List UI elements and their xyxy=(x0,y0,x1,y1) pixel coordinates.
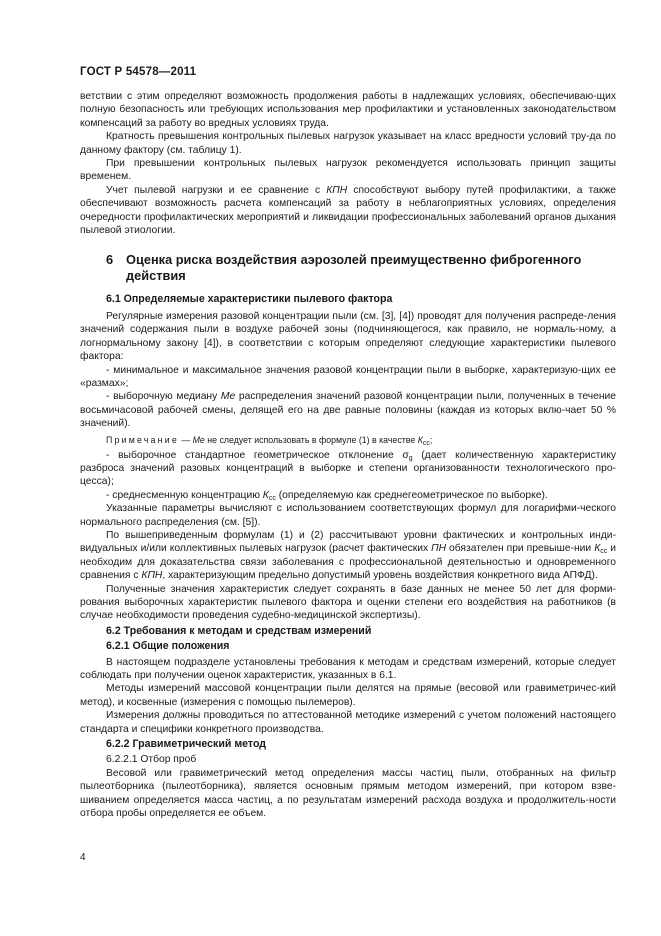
paragraph-requirements: В настоящем подразделе установлены требования к методам и средствам измерений, которые следует соблюдать при получении оценок характеристик, указанных в 6.1. xyxy=(80,656,616,682)
section-6-1-heading: 6.1 Определяемые характеристики пылевого фактора xyxy=(106,293,393,306)
list-item-min-max: - минимальное и максимальное значения разовой концентрации пыли в выборке, характеризую-щих ее «размах»; xyxy=(80,364,616,389)
paragraph-parameters: Указанные параметры вычисляют с использованием соответствующих формул для логарифми-ческого нормального распределения (см. [5]). xyxy=(80,503,616,528)
paragraph-continuation: ветствии с этим определяют возможность продолжения работы в надлежащих условиях, обеспечиваю-щих полную безопасность или требующих использования мер профилактики и установленных законодательством компенсаций за работу во вредных условиях труда. xyxy=(80,91,616,129)
standard-header: ГОСТ Р 54578—2011 xyxy=(80,66,197,78)
page-number: 4 xyxy=(80,852,86,863)
list-item-kcc: - среднесменную концентрацию $К_{сс}$ (определяемую как среднегеометрическое по выборке). xyxy=(106,489,548,502)
document-body xyxy=(80,90,616,821)
section-6-2-heading: 6.2 Требования к методам и средствам измерений xyxy=(106,624,372,637)
paragraph-storage: Полученные значения характеристик следует сохранять в базе данных не менее 50 лет для форми-рования выборочных характеристик пылевого фактора и оценки степени его воздействия на работников (в случае необходимости проведения судебно-медицинской экспертизы). xyxy=(80,583,616,622)
paragraph-gravimetric: Весовой или гравиметрический метод определения массы частиц пыли, отобранных на фильтр пылеотборника (пылеотборника), является основным прямым методом измерений, при котором взве-шиванием определяется масса частиц, а по результатам измерений расхода воздуха и продолжитель-ности отбора пробы определяется ее объем. xyxy=(80,767,616,820)
section-6-title: Оценка риска воздействия аэрозолей преимущественно фиброгенного действия xyxy=(126,252,582,284)
section-6-number: 6 xyxy=(106,252,114,268)
section-6-2-2-heading: 6.2.2 Гравиметрический метод xyxy=(106,738,267,751)
paragraph-ratio: Кратность превышения контрольных пылевых нагрузок указывает на класс вредности условий тру-да по данному фактору (см. таблицу 1). xyxy=(80,131,616,156)
note-label: Примечание xyxy=(106,434,179,445)
section-6-2-1-heading: 6.2.1 Общие положения xyxy=(106,640,230,653)
section-6-2-2-1-heading: 6.2.2.1 Отбор проб xyxy=(106,754,197,766)
note: Примечание — Ме не следует использовать в формуле (1) в качестве $К_{сс}$; xyxy=(106,434,433,447)
paragraph-time-protection: При превышении контрольных пылевых нагрузок рекомендуется использовать принцип защиты временем. xyxy=(80,158,616,183)
paragraph-dust-load: Учет пылевой нагрузки и ее сравнение с КПН способствуют выбору путей профилактики, а также обеспечивают возможность расчета компенсаций за работу в неблагоприятных условиях, определения очередности профилактических мероприятий и ликвидации профессиональных заболеваний органов дыхания пылевой этиологии. xyxy=(80,184,616,237)
paragraph-measurements: Регулярные измерения разовой концентрации пыли (см. [3], [4]) проводят для получения распреде-ления значений содержания пыли в воздухе рабочей зоны (подчиняющегося, как правило, не нормаль-ному, а логнормальному закону [4]), в соответствии с которым определяют следующие характеристики пылевого фактора: xyxy=(80,310,616,363)
list-item-median: - выборочную медиану Ме распределения значений разовой концентрации пыли, полученных в течение восьмичасовой рабочей смены, делящей его на две равные половины (каждая из которых вклю-чает 50 % значений). xyxy=(80,391,616,430)
paragraph-methods: Методы измерений массовой концентрации пыли делятся на прямые (весовой или гравиметричес-кий метод), и косвенные (измерения с помощью пылемеров). xyxy=(80,683,616,708)
paragraph-formulas: По вышеприведенным формулам (1) и (2) рассчитывают уровни фактических и контрольных инди-видуальных и/или коллективных пылевых нагрузок (расчет фактических ПН обязателен при превыше-нии $К_{сс}$ и необходим для доказательства связи заболевания с профессиональной деятельностью и одновременного сравнения с КПН, характеризующим предельно допустимый уровень воздействия конкретного вида АПФД). xyxy=(80,529,617,582)
list-item-sigma: - выборочное стандартное геометрическое отклонение $\sigma_g$ (дает количественную характеристику разброса значений разовых концентраций в выборке и степени организованности технологического про-цесса); xyxy=(80,449,616,488)
section-6-heading xyxy=(106,252,616,284)
paragraph-certified: Измерения должны проводиться по аттестованной методике измерений с учетом положений настоящего стандарта и специфики конкретного производства. xyxy=(80,710,616,735)
